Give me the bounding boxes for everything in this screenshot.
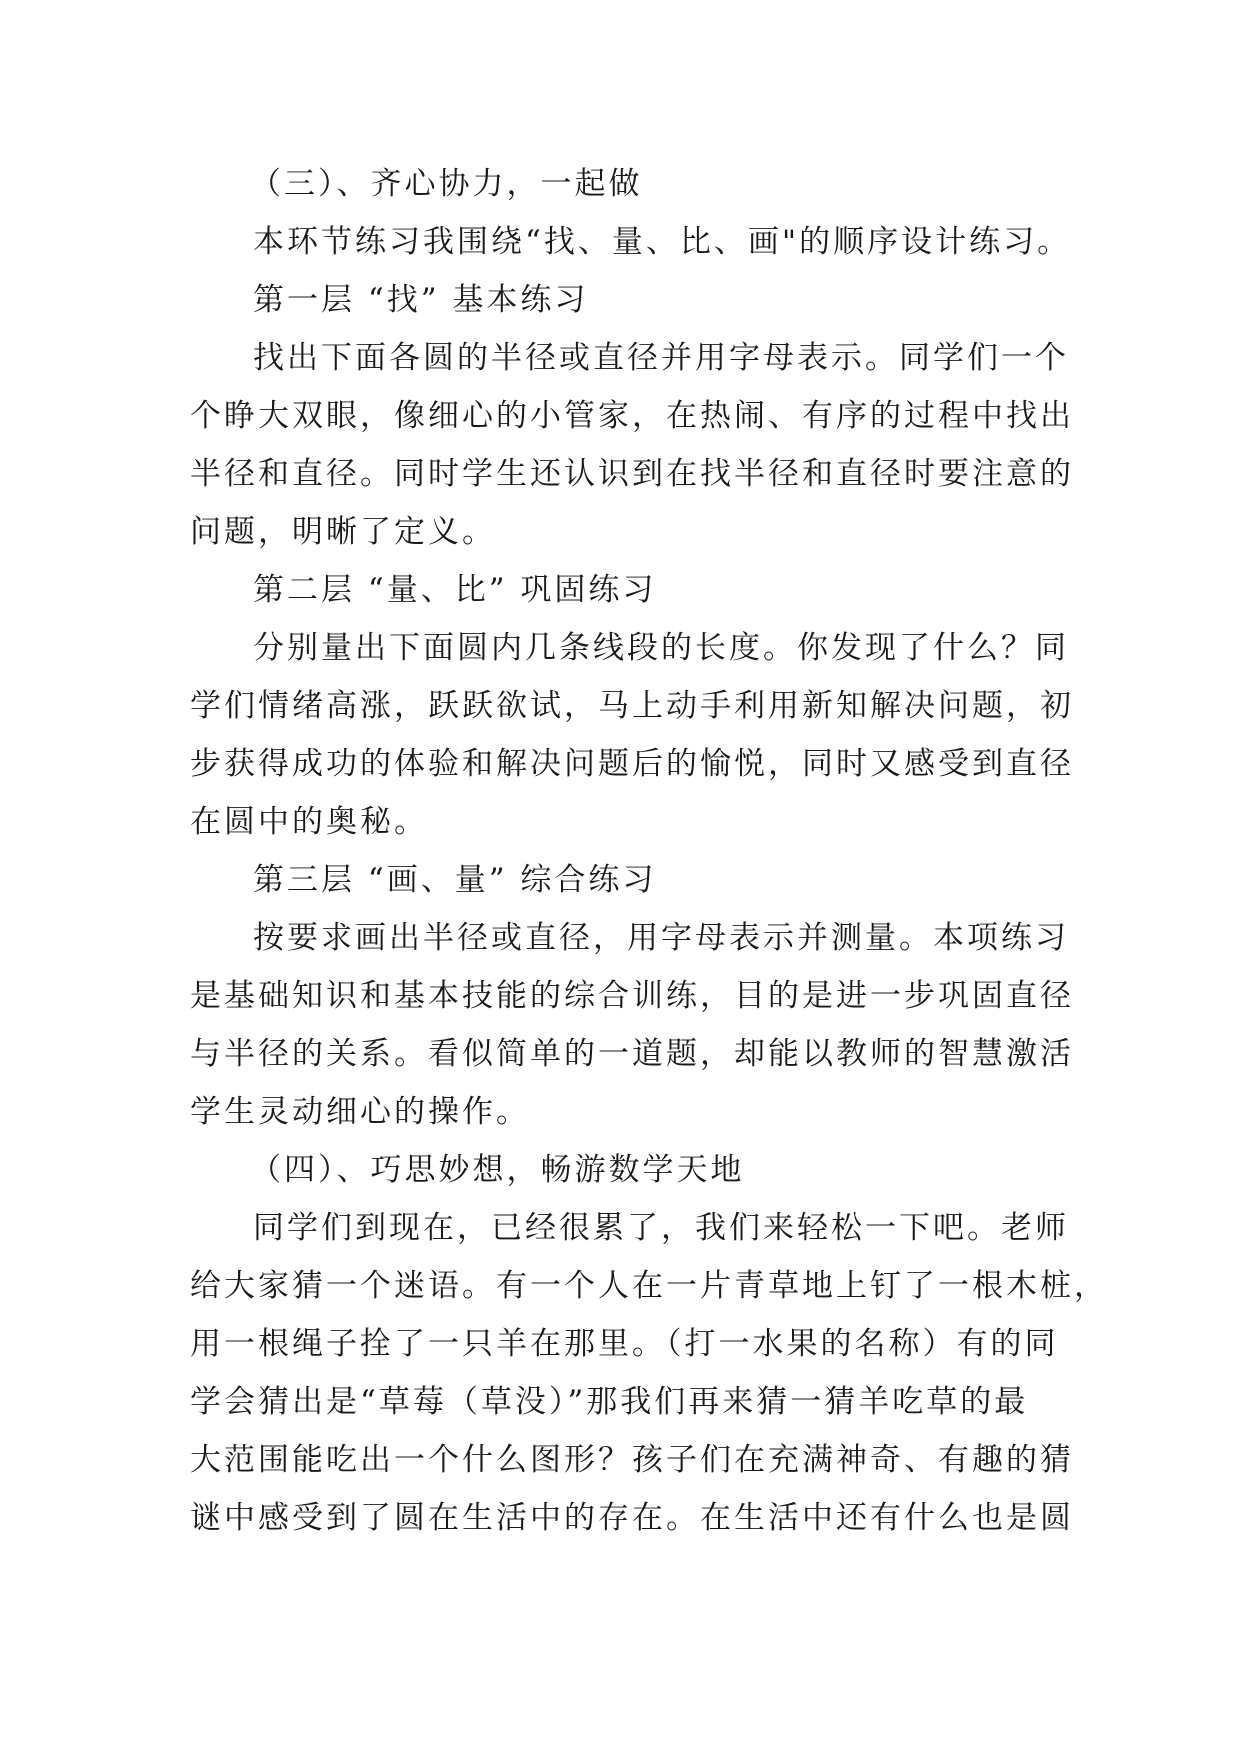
layer1-heading: 第一层 “找” 基本练习	[253, 282, 589, 318]
layer3-paragraph	[190, 909, 1074, 1141]
paragraph-line: 分别量出下面圆内几条线段的长度。你发现了什么？同	[253, 630, 1069, 666]
paragraph-line: 学生灵动细心的操作。	[190, 1094, 530, 1130]
paragraph-line: 用一根绳子拴了一只羊在那里。（打一水果的名称）有的同	[190, 1326, 1059, 1362]
layer2-paragraph	[190, 619, 1074, 851]
section-heading-4: （四）、巧思妙想，畅游数学天地	[250, 1152, 745, 1188]
paragraph-line: 半径和直径。同时学生还认识到在找半径和直径时要注意的	[190, 456, 1074, 492]
paragraph-line: 与半径的关系。看似简单的一道题，却能以教师的智慧激活	[190, 1036, 1074, 1072]
section-heading-3: （三）、齐心协力，一起做	[250, 166, 643, 202]
layer2-heading: 第二层 “量、比” 巩固练习	[253, 572, 657, 608]
document-body	[190, 155, 1108, 1547]
paragraph-line: 是基础知识和基本技能的综合训练，目的是进一步巩固直径	[190, 978, 1074, 1014]
section-intro: 本环节练习我围绕“找、量、比、画"的顺序设计练习。	[253, 224, 1072, 260]
section4-paragraph	[190, 1199, 1108, 1547]
paragraph-line: 问题，明晰了定义。	[190, 514, 496, 550]
paragraph-line: 学们情绪高涨，跃跃欲试，马上动手利用新知解决问题，初	[190, 688, 1074, 724]
paragraph-line: 同学们到现在，已经很累了，我们来轻松一下吧。老师	[253, 1210, 1069, 1246]
layer3-heading: 第三层 “画、量” 综合练习	[253, 862, 657, 898]
layer1-paragraph	[190, 329, 1074, 561]
paragraph-line: 学会猜出是“草莓（草没）”那我们再来猜一猜羊吃草的最	[190, 1384, 1029, 1420]
paragraph-line: 找出下面各圆的半径或直径并用字母表示。同学们一个	[253, 340, 1069, 376]
paragraph-line: 大范围能吃出一个什么图形？孩子们在充满神奇、有趣的猜	[190, 1442, 1074, 1478]
paragraph-line: 步获得成功的体验和解决问题后的愉悦，同时又感受到直径	[190, 746, 1074, 782]
paragraph-line: 给大家猜一个迷语。有一个人在一片青草地上钉了一根木桩，	[190, 1268, 1108, 1304]
paragraph-line: 谜中感受到了圆在生活中的存在。在生活中还有什么也是圆	[190, 1500, 1074, 1536]
paragraph-line: 个睁大双眼，像细心的小管家，在热闹、有序的过程中找出	[190, 398, 1074, 434]
paragraph-line: 按要求画出半径或直径，用字母表示并测量。本项练习	[253, 920, 1069, 956]
paragraph-line: 在圆中的奥秘。	[190, 804, 428, 840]
